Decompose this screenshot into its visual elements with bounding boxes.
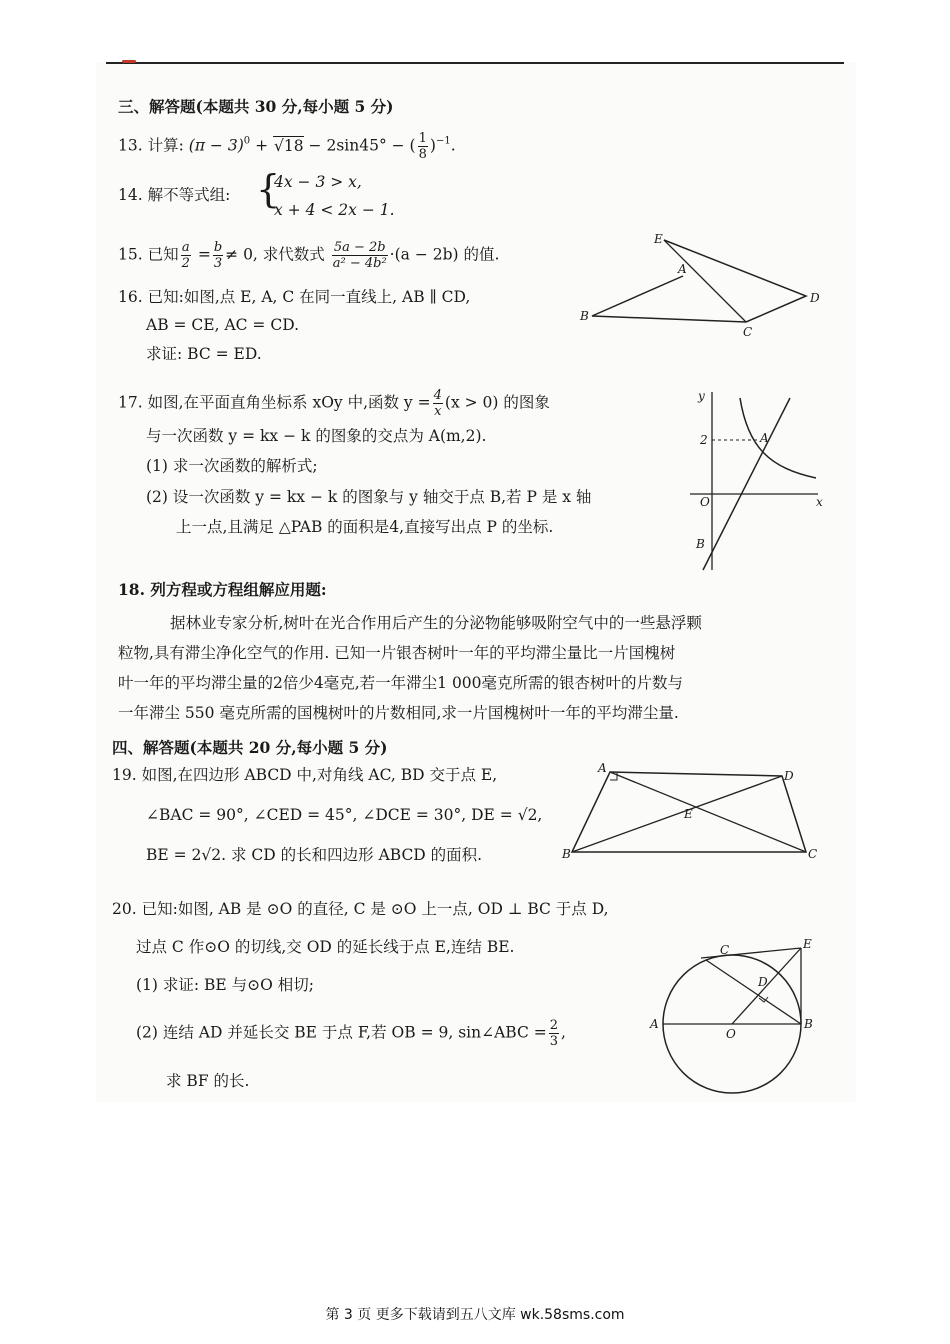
fig17-label-2: 2 <box>700 433 708 447</box>
fig20-label-c: C <box>720 943 730 957</box>
fig16-label-d: D <box>810 291 820 305</box>
q20-line5: 求 BF 的长. <box>166 1072 250 1090</box>
fig20-label-e: E <box>803 937 812 951</box>
fig19-label-d: D <box>784 769 794 783</box>
q18-title: 18. 列方程或方程组解应用题: <box>118 580 327 599</box>
fig16-line-ec <box>664 240 746 322</box>
q13-fraction: $\frac{1}{8}$ <box>418 131 427 162</box>
fig17-label-b: B <box>696 537 705 551</box>
fig16-lines <box>592 240 806 322</box>
q13-sqrt: √18 <box>274 136 304 155</box>
section3-heading: 三、解答题(本题共 30 分,每小题 5 分) <box>118 97 394 116</box>
fig20-label-b: B <box>804 1017 813 1031</box>
fig20-label-d: D <box>758 975 768 989</box>
q20-line1: 20. 已知:如图, AB 是 ⊙O 的直径, C 是 ⊙O 上一点, OD ⊥ BC 于点 D, <box>112 900 609 918</box>
q17-line5: 上一点,且满足 △PAB 的面积是4,直接写出点 P 的坐标. <box>176 518 554 536</box>
q15: 15. 已知 $\frac{a}{2}$ = $\frac{b}{3}$ ≠ 0, 求代数式 $\frac{5a - 2b}{\text{a² − 4b²}}$ ·(a − 2b) 的值. <box>118 240 500 271</box>
fig16-label-e: E <box>654 232 663 246</box>
fig19-label-a: A <box>598 761 607 775</box>
fig16-label-b: B <box>580 309 589 323</box>
fig16-label-c: C <box>743 325 753 339</box>
page-footer: 第 3 页 更多下载请到五八文库 wk.58sms.com <box>325 1307 625 1323</box>
q19-line3: BE = 2√2. 求 CD 的长和四边形 ABCD 的面积. <box>146 846 483 864</box>
q13-minus: − 2sin45° − ( <box>308 136 416 155</box>
q15-frac-expr: $\frac{5a - 2b}{\text{a² − 4b²}}$ <box>332 240 387 271</box>
fig17-label-a: A <box>760 431 769 445</box>
q20-line3: (1) 求证: BE 与⊙O 相切; <box>136 976 315 994</box>
figure-17 <box>690 388 830 573</box>
q17-line3: (1) 求一次函数的解析式; <box>146 457 318 475</box>
q15-frac-a: $\frac{a}{2}$ <box>181 240 190 271</box>
section4-heading: 四、解答题(本题共 20 分,每小题 5 分) <box>112 738 388 757</box>
q13-exp: −1 <box>435 135 451 147</box>
q20-line4: (2) 连结 AD 并延长交 BE 于点 F,若 OB = 9, sin∠ABC = $\frac{2}{3}$ , <box>136 1018 566 1049</box>
q16-line3: 求证: BC = ED. <box>146 345 262 363</box>
q17-line2: 与一次函数 y = kx − k 的图象的交点为 A(m,2). <box>146 427 487 445</box>
fig20-tangent-ce <box>701 948 801 958</box>
fig19-label-e: E <box>684 807 693 821</box>
q17-frac: $\frac{4}{x}$ <box>433 388 442 419</box>
fig20-label-o: O <box>726 1027 736 1041</box>
q13-pi: (π − 3) <box>188 136 244 155</box>
fig19-diag-ac <box>610 772 806 852</box>
top-rule <box>106 62 844 64</box>
q16-line2: AB = CE, AC = CD. <box>146 316 300 334</box>
q14-label: 14. 解不等式组: <box>118 186 231 204</box>
q18-p3: 叶一年的平均滞尘量的2倍少4毫克,若一年滞尘1 000毫克所需的银杏树叶的片数与 <box>118 674 684 692</box>
q17-line1: 17. 如图,在平面直角坐标系 xOy 中,函数 y = $\frac{4}{x}$ (x > 0) 的图象 <box>118 388 550 419</box>
fig19-label-b: B <box>562 847 571 861</box>
q13-exp0: 0 <box>243 135 251 147</box>
q19-line1: 19. 如图,在四边形 ABCD 中,对角线 AC, BD 交于点 E, <box>112 766 498 784</box>
q20-frac: $\frac{2}{3}$ <box>549 1018 559 1049</box>
fig17-label-y: y <box>698 389 705 403</box>
figure-20 <box>646 938 821 1098</box>
figure-16 <box>570 228 830 348</box>
q13-num: 13. <box>118 136 143 155</box>
q14-line2: x + 4 < 2x − 1. <box>274 201 395 219</box>
q20-line2: 过点 C 作⊙O 的切线,交 OD 的延长线于点 E,连结 BE. <box>136 938 515 956</box>
fig17-hyperbola <box>740 398 816 478</box>
q16-line1: 16. 已知:如图,点 E, A, C 在同一直线上, AB ∥ CD, <box>118 288 471 306</box>
fig20-label-a: A <box>650 1017 659 1031</box>
fig16-label-a: A <box>678 262 687 276</box>
q15-frac-b: $\frac{b}{3}$ <box>213 240 223 271</box>
q19-line2: ∠BAC = 90°, ∠CED = 45°, ∠DCE = 30°, DE = √2, <box>146 806 543 824</box>
q18-p1: 据林业专家分析,树叶在光合作用后产生的分泌物能够吸附空气中的一些悬浮颗 <box>170 614 702 632</box>
fig19-label-c: C <box>808 847 818 861</box>
q13-label: 计算: <box>147 136 184 155</box>
figure-19 <box>560 760 822 864</box>
q13: 13. 计算: $(\pi - 3)^0 + √18 - 2\sin 45^\circ$ − ( $\frac{1}{8}$ )$^{-1}$. <box>118 131 456 162</box>
fig20-chord-bc <box>706 960 801 1024</box>
q13-tail: ) <box>429 136 436 155</box>
red-mark <box>122 60 136 63</box>
fig17-label-o: O <box>700 495 710 509</box>
fig17-label-x: x <box>816 495 823 509</box>
q14-brace: { <box>256 167 281 211</box>
q17-line4: (2) 设一次函数 y = kx − k 的图象与 y 轴交于点 B,若 P 是 x 轴 <box>146 488 592 506</box>
q18-p4: 一年滞尘 550 毫克所需的国槐树叶的片数相同,求一片国槐树叶一年的平均滞尘量. <box>118 704 679 722</box>
q18-p2: 粒物,具有滞尘净化空气的作用. 已知一片银杏树叶一年的平均滞尘量比一片国槐树 <box>118 644 676 662</box>
q13-plus: + <box>255 136 269 155</box>
q14-line1: 4x − 3 > x, <box>274 173 362 191</box>
